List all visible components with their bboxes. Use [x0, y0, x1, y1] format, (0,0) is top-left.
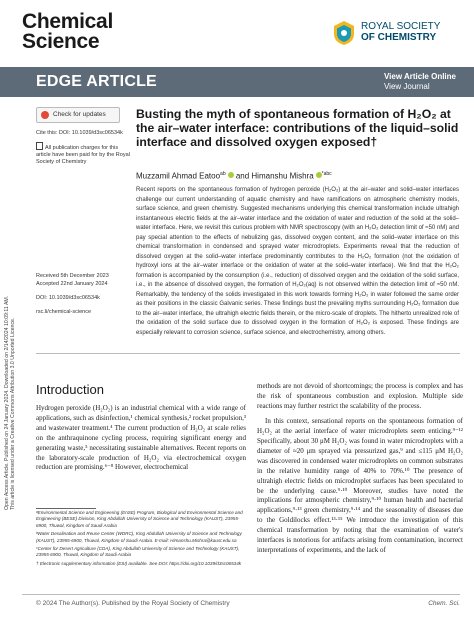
received-date: Received 5th December 2023 [36, 273, 109, 279]
rsc-wordmark [361, 21, 440, 43]
divider [36, 353, 460, 354]
view-article-online-link[interactable] [384, 72, 456, 92]
open-access-line1: Open Access Article. Published on 24 January 2024. Downloaded on 2/14/2024 10:09:11 AM. [4, 295, 10, 510]
accepted-date: Accepted 22nd January 2024 [36, 281, 108, 287]
author-list [136, 171, 332, 181]
footnote: ᶜCenter for Desert Agriculture (CDA), King Abdullah University of Science and Technology (KAUST), 23955-6900, Thuwal, Kingdom of Saudi Arabia [36, 546, 240, 558]
footnote: ᵇWater Desalination and Reuse Center (WDRC), King Abdullah University of Science and Technology (KAUST), 23955-6900, Thuwal, Kingdom of Saudi Arabia. E-mail: Himanshu.Mishra@kaust.edu.sa [36, 531, 242, 543]
doi-text[interactable]: DOI: 10.1039/d3sc06534k [36, 295, 100, 301]
view-journal-link[interactable]: View Journal [383, 82, 430, 91]
footnote: ᵃEnvironmental Science and Engineering (EnSE) Program, Biological and Environmental Science and Engineering (BESE) Division, King Abdullah University of Science and Technology (KAUST), 23955-6900, Thuwal, Kingdom of Saudi Arabia [36, 510, 243, 528]
author-name[interactable]: Muzzamil Ahmad Eatoo [136, 171, 221, 181]
journal-abbrev-footer: Chem. Sci. [428, 600, 460, 607]
intro-column-right [257, 382, 463, 561]
rsc-wordmark-line1: ROYAL SOCIETY [361, 21, 441, 32]
footnotes [36, 510, 246, 569]
author-name[interactable]: and Himanshu Mishra [233, 171, 314, 181]
article-title: Busting the myth of spontaneous formation of H₂O₂ at the air–water interface: contributions of the liquid–solid interface and dissolved oxygen exposed† [136, 107, 459, 149]
author-affiliation: ab [220, 171, 226, 177]
footer-divider [22, 594, 460, 595]
document-icon [36, 142, 43, 150]
footnote-esi[interactable]: † Electronic supplementary information (ESI) available. See DOI: https://doi.org/10.1039/d3sc06534k [36, 560, 242, 566]
footnote-divider [36, 508, 96, 509]
publication-charges-note [36, 142, 134, 166]
paragraph: In this context, sensational reports on the spontaneous formation of H₂O₂ at the aerial interface of water microdroplets seem enticing.⁹⁻¹² Specifically, about 30 μM H₂O₂ was found in water microdroplets with a diameter of ≈20 μm sprayed via pressurized gas,⁹ and ≤115 μM H₂O₂ was discovered in condensed water microdroplets on common substrates in the relative humidity range of 40% to 70%.¹⁰ The presence of ultrahigh electric fields on microdroplet surfaces has been speculated to be the underlying cause.⁹·¹⁰ Moreover, studies have noted the implications for atmospheric chemistry,⁹·¹⁰ human health and bacterial applications,⁹·¹³ green chemistry,⁹·¹⁴ and the seasonality of diseases due to the Goldilocks effect.¹³·¹⁵ We introduce the investigation of this chemical transformation by noting that the examination of water's interfaces is notorious for artifacts arising from contamination, incorrect interpretations of experiments, and the lack of [257, 416, 463, 555]
rsc-wordmark-line2: OF CHEMISTRY [361, 32, 437, 43]
open-access-notice [4, 115, 16, 510]
author-affiliation: *abc [321, 171, 332, 177]
article-dates [36, 272, 109, 316]
check-for-updates-button[interactable] [36, 107, 120, 123]
journal-name-line2: Science [22, 30, 100, 53]
paragraph: methods are not devoid of shortcomings; the process is complex and has the risk of spontaneous combustion and explosion. Multiple side reactions may further restrict the scalability of the process. [257, 382, 463, 410]
copyright-footer: © 2024 The Author(s). Published by the Royal Society of Chemistry [36, 600, 230, 607]
rsc-logo[interactable] [333, 16, 457, 56]
intro-column-left: Hydrogen peroxide (H₂O₂) is an industrial chemical with a wide range of applications, such as disinfection,¹ chemical synthesis,² rocket propulsion,³ and wastewater treatment.⁴ The current production of H₂O₂ at scale relies on the anthraquinone cycling process, requiring significant energy and generating waste,⁵ necessitating sustainable alternatives. Recent reports on the laboratory-scale production of H₂O₂ via electrochemical oxygen reduction are promising.⁶⁻⁸ However, electrochemical [36, 404, 246, 472]
cite-this: Cite this: DOI: 10.1039/d3sc06534k [36, 130, 123, 136]
publication-charges-text: All publication charges for this article have been paid for by the Royal Society of Chemistry [36, 145, 130, 165]
article-type-banner [0, 67, 474, 97]
abstract: Recent reports on the spontaneous formation of hydrogen peroxide (H₂O₂) at the air–water and solid–water interfaces challenge our current understanding of aquatic chemistry and have ramifications on atmospheric chemistry models, surface science, and green chemistry. Suggested mechanisms underlying this chemical transformation include ultrahigh instantaneous electric fields at the air–water interface and the oxidation of water and reduction of the solid at the solid–water interface. Here, we revisit this curious problem with NMR spectroscopy (with an H₂O₂ detection limit of ≈50 nM) and pay special attention to the effects of nebulizing gas, dissolved oxygen content, and the solid–water interface on this chemical transformation in condensed and sprayed water microdroplets. Experiments reveal that the reduction of dissolved oxygen at the solid–water interface predominantly contributes to the H₂O₂ formation (not the oxidation of hydroxyl ions at the air–water interface or the oxidation of water at the solid–water interface). We find that the H₂O₂ formation is accompanied by the consumption (i.e., reduction) of dissolved oxygen and the oxidation of the solid surface, i.e., in the absence of dissolved oxygen, the formation of H₂O₂(aq) is not observed within the detection limit of ≈50 nM. Remarkably, the tendency of the solids investigated in this work towards forming H₂O₂ in water followed the same order as their positions in the classic Galvanic series. These findings bust the prevailing myths surrounding H₂O₂ formation due to the air–water interface, the ultrahigh electric fields therein, or the micro-scale of droplets. The hitherto unrealized role of the oxidation of the solid surface due to dissolved oxygen in the formation of H₂O₂ is exposed. These findings are especially relevant to corrosion science, surface science, and electrochemistry, among others. [136, 187, 459, 336]
view-article-online-text: View Article Online [383, 72, 456, 81]
rsc-link[interactable]: rsc.li/chemical-science [36, 309, 92, 315]
update-icon [41, 111, 49, 119]
article-type-label: EDGE ARTICLE [36, 73, 157, 90]
licence-line[interactable]: This article is licensed under a Creative Commons Attribution 3.0 Unported Licence. [10, 317, 16, 510]
check-for-updates-label: Check for updates [53, 111, 106, 118]
section-heading: Introduction [36, 382, 104, 397]
rsc-shield-icon [333, 20, 355, 46]
journal-name [22, 12, 113, 52]
journal-name-line1: Chemical [22, 10, 113, 33]
